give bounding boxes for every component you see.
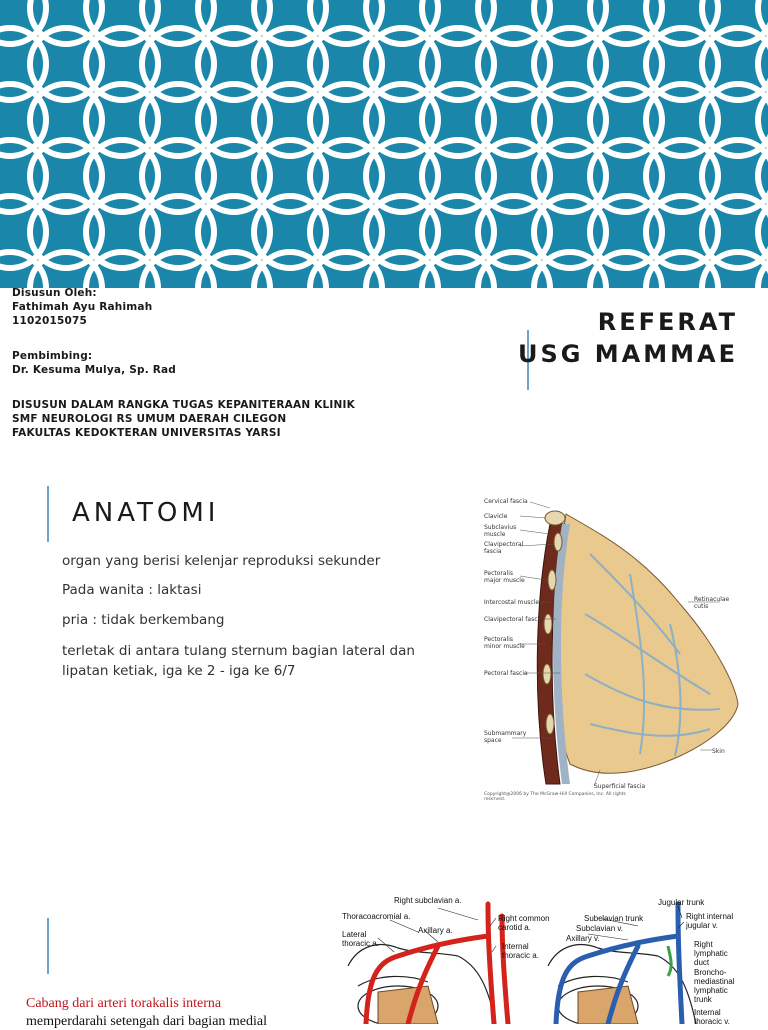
label-clavicle: Clavicle	[484, 513, 508, 520]
slide1-credits	[12, 286, 492, 440]
label-pectoralis-major: Pectoralis major muscle	[484, 570, 525, 584]
label-bronchomediastinal: Broncho-mediastinal lymphatic trunk	[694, 968, 735, 1004]
author-name: Fathimah Ayu Rahimah	[12, 301, 153, 313]
label-right-common-carotid: Right common carotid a.	[498, 914, 550, 932]
advisor-name: Dr. Kesuma Mulya, Sp. Rad	[12, 364, 177, 376]
title-line-2: USG MAMMAE	[517, 340, 738, 368]
student-id: 1102015075	[12, 315, 88, 327]
author-label: Disusun Oleh:	[12, 287, 97, 299]
purpose-line-1: DISUSUN DALAM RANGKA TUGAS KEPANITERAAN KLINIK	[12, 399, 355, 411]
label-internal-thoracic-a: Internal thoracic a.	[502, 942, 539, 960]
label-right-internal-jugular: Right internal jugular v.	[686, 912, 734, 930]
label-internal-thoracic-v: Internal thoracic v.	[694, 1008, 730, 1024]
figure-copyright: Copyright@2006 by The McGraw-Hill Companies, Inc. All rights reserved.	[484, 792, 626, 802]
title-line-1: REFERAT	[597, 308, 738, 336]
label-superficial-fascia: Superficial fascia	[594, 783, 646, 790]
label-subclavian-v: Subclavian v.	[576, 924, 623, 933]
label-subclavius: Subclavius muscle	[484, 524, 517, 538]
label-pectoral-fascia: Pectoral fascia	[484, 670, 528, 677]
label-jugular-trunk: Jugular trunk	[658, 898, 705, 907]
label-intercostal: Intercostal muscle	[484, 599, 540, 606]
bullet-2: Pada wanita : laktasi	[62, 582, 202, 598]
label-axillary-a: Axillary a.	[418, 926, 453, 935]
label-retinaculae: Retinaculae cutis	[694, 596, 730, 610]
vessel-anatomy-figure	[338, 896, 738, 1024]
label-submammary: Submammary space	[484, 730, 527, 744]
slide3-accent-bar	[47, 918, 49, 974]
bullet-1: organ yang berisi kelenjar reproduksi sekunder	[62, 553, 381, 569]
label-axillary-v: Axillary v.	[566, 934, 600, 943]
label-pectoralis-minor: Pectoralis minor muscle	[484, 636, 525, 650]
slide1-title	[518, 306, 738, 370]
breast-anatomy-figure	[480, 494, 746, 806]
slide3-body-text: memperdarahi setengah dari bagian medial	[26, 1014, 268, 1029]
label-clavipectoral: Clavipectoral fascia	[484, 541, 524, 555]
heading-accent-bar	[47, 486, 49, 542]
purpose-line-3: FAKULTAS KEDOKTERAN UNIVERSITAS YARSI	[12, 427, 281, 439]
anatomi-heading: ANATOMI	[72, 498, 220, 528]
label-right-lymphatic-duct: Right lymphatic duct	[694, 940, 728, 967]
label-right-subclavian-a: Right subclavian a.	[394, 896, 462, 905]
decorative-pattern-banner	[0, 0, 768, 288]
label-cervical-fascia: Cervical fascia	[484, 498, 528, 505]
label-clavipectoral-2: Clavipectoral fascia	[484, 616, 543, 623]
label-lateral-thoracic: Lateral thoracic a.	[342, 930, 379, 948]
bullet-3: pria : tidak berkembang	[62, 612, 225, 628]
bullet-4: terletak di antara tulang sternum bagian lateral dan lipatan ketiak, iga ke 2 - iga ke 6/7	[62, 643, 415, 679]
label-thoracoacromial: Thoracoacromial a.	[342, 912, 411, 921]
slide3-red-caption: Cabang dari arteri torakalis interna	[26, 996, 222, 1011]
purpose-line-2: SMF NEUROLOGI RS UMUM DAERAH CILEGON	[12, 413, 287, 425]
label-skin: Skin	[712, 748, 725, 755]
label-subclavian-trunk: Subclavian trunk	[584, 914, 644, 923]
advisor-label: Pembimbing:	[12, 350, 93, 362]
